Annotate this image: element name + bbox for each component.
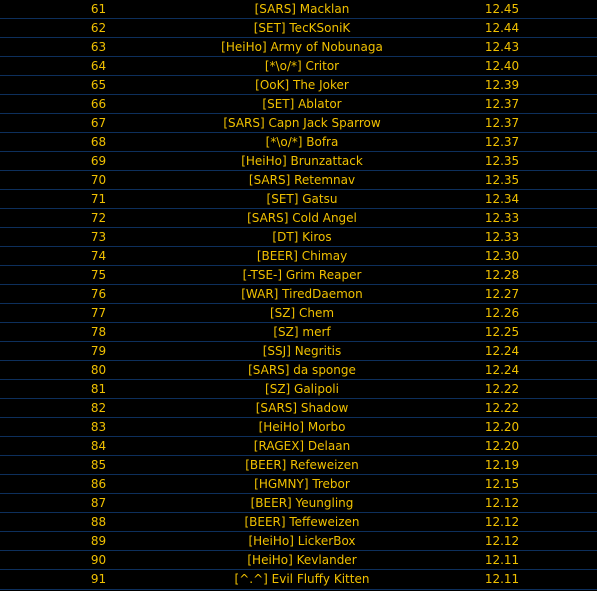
player-name-cell: [HeiHo] Kevlander	[197, 551, 407, 570]
table-row	[0, 228, 597, 247]
score-cell: 12.22	[407, 380, 597, 399]
score-cell: 12.43	[407, 38, 597, 57]
table-row	[0, 95, 597, 114]
player-name-cell: [SET] Ablator	[197, 95, 407, 114]
score-cell: 12.25	[407, 323, 597, 342]
rank-cell: 76	[0, 285, 197, 304]
rank-cell: 90	[0, 551, 197, 570]
rank-cell: 89	[0, 532, 197, 551]
table-row	[0, 209, 597, 228]
score-cell: 12.26	[407, 304, 597, 323]
score-cell: 12.28	[407, 266, 597, 285]
score-cell: 12.37	[407, 95, 597, 114]
player-name-cell: [SARS] Retemnav	[197, 171, 407, 190]
rank-cell: 72	[0, 209, 197, 228]
table-row	[0, 342, 597, 361]
player-name-cell: [HeiHo] Brunzattack	[197, 152, 407, 171]
table-row	[0, 494, 597, 513]
player-name-cell: [^.^] Evil Fluffy Kitten	[197, 570, 407, 589]
score-cell: 12.33	[407, 228, 597, 247]
table-row	[0, 38, 597, 57]
score-cell: 12.24	[407, 361, 597, 380]
score-cell: 12.24	[407, 342, 597, 361]
table-row	[0, 190, 597, 209]
table-row	[0, 133, 597, 152]
table-row	[0, 399, 597, 418]
score-cell: 12.37	[407, 133, 597, 152]
player-name-cell: [SZ] Galipoli	[197, 380, 407, 399]
rank-cell: 68	[0, 133, 197, 152]
player-name-cell: [HeiHo] Army of Nobunaga	[197, 38, 407, 57]
table-row	[0, 475, 597, 494]
player-name-cell: [SARS] Macklan	[254, 2, 350, 16]
table-row	[0, 304, 597, 323]
player-name-cell: [HGMNY] Trebor	[197, 475, 407, 494]
score-cell: 12.30	[407, 247, 597, 266]
table-row	[0, 76, 597, 95]
rank-cell: 86	[0, 475, 197, 494]
table-row	[0, 19, 597, 38]
rank-cell: 85	[0, 456, 197, 475]
rank-cell: 70	[0, 171, 197, 190]
score-cell: 12.12	[407, 532, 597, 551]
table-row	[0, 456, 597, 475]
table-row	[0, 513, 597, 532]
rank-cell: 77	[0, 304, 197, 323]
score-cell: 12.12	[407, 494, 597, 513]
score-cell: 12.20	[407, 437, 597, 456]
score-cell: 12.44	[407, 19, 597, 38]
player-name-cell: [SARS] Cold Angel	[197, 209, 407, 228]
player-name-cell: [SZ] merf	[197, 323, 407, 342]
player-name-cell: [*\o/*] Critor	[197, 57, 407, 76]
player-name-cell: [BEER] Chimay	[197, 247, 407, 266]
player-name-cell: [DT] Kiros	[197, 228, 407, 247]
player-name-cell: [BEER] Refeweizen	[197, 456, 407, 475]
table-row	[0, 247, 597, 266]
table-row	[0, 171, 597, 190]
player-name-cell: [WAR] TiredDaemon	[197, 285, 407, 304]
table-row	[0, 418, 597, 437]
score-cell: 12.34	[407, 190, 597, 209]
rank-cell: 81	[0, 380, 197, 399]
score-cell: 12.12	[407, 513, 597, 532]
table-row	[0, 570, 597, 589]
player-name-cell: [SARS] Capn Jack Sparrow	[197, 114, 407, 133]
score-cell: 12.39	[407, 76, 597, 95]
player-name-cell: [SET] Gatsu	[197, 190, 407, 209]
score-cell: 12.15	[407, 475, 597, 494]
player-name-cell: [SARS] da sponge	[197, 361, 407, 380]
score-cell: 12.11	[407, 551, 597, 570]
score-cell: 12.35	[407, 171, 597, 190]
score-cell: 12.27	[407, 285, 597, 304]
table-row	[0, 551, 597, 570]
rank-cell: 91	[0, 570, 197, 589]
table-row	[0, 380, 597, 399]
score-cell: 12.33	[407, 209, 597, 228]
rank-cell: 88	[0, 513, 197, 532]
rank-cell: 61	[90, 2, 107, 16]
table-row	[0, 532, 597, 551]
player-name-cell: [*\o/*] Bofra	[197, 133, 407, 152]
rank-cell: 79	[0, 342, 197, 361]
rank-cell: 63	[0, 38, 197, 57]
table-row	[0, 57, 597, 76]
rank-cell: 67	[0, 114, 197, 133]
rank-cell: 87	[0, 494, 197, 513]
player-name-cell: [HeiHo] Morbo	[197, 418, 407, 437]
rank-cell: 64	[0, 57, 197, 76]
rank-cell: 78	[0, 323, 197, 342]
score-cell: 12.37	[407, 114, 597, 133]
rank-cell: 74	[0, 247, 197, 266]
score-cell: 12.11	[407, 570, 597, 589]
table-bottom-divider	[0, 589, 597, 590]
score-cell: 12.20	[407, 418, 597, 437]
table-row	[0, 266, 597, 285]
player-name-cell: [SET] TecKSoniK	[197, 19, 407, 38]
rank-cell: 82	[0, 399, 197, 418]
score-cell: 12.40	[407, 57, 597, 76]
rank-cell: 69	[0, 152, 197, 171]
score-cell: 12.22	[407, 399, 597, 418]
table-row	[0, 114, 597, 133]
rank-cell: 73	[0, 228, 197, 247]
rank-cell: 66	[0, 95, 197, 114]
rank-cell: 84	[0, 437, 197, 456]
rank-cell: 80	[0, 361, 197, 380]
score-cell: 12.35	[407, 152, 597, 171]
score-cell: 12.19	[407, 456, 597, 475]
rank-cell: 83	[0, 418, 197, 437]
player-name-cell: [SZ] Chem	[197, 304, 407, 323]
player-name-cell: [OoK] The Joker	[197, 76, 407, 95]
rank-cell: 75	[0, 266, 197, 285]
table-row	[0, 152, 597, 171]
player-name-cell: [RAGEX] Delaan	[197, 437, 407, 456]
player-name-cell: [SSJ] Negritis	[197, 342, 407, 361]
table-row	[0, 361, 597, 380]
score-cell: 12.45	[484, 2, 520, 16]
player-name-cell: [-TSE-] Grim Reaper	[197, 266, 407, 285]
table-row	[0, 285, 597, 304]
player-name-cell: [BEER] Yeungling	[197, 494, 407, 513]
table-row	[0, 0, 597, 19]
player-name-cell: [HeiHo] LickerBox	[197, 532, 407, 551]
rank-cell: 65	[0, 76, 197, 95]
table-row	[0, 437, 597, 456]
rank-cell: 71	[0, 190, 197, 209]
rank-cell: 62	[0, 19, 197, 38]
player-name-cell: [SARS] Shadow	[197, 399, 407, 418]
player-name-cell: [BEER] Teffeweizen	[197, 513, 407, 532]
table-row	[0, 323, 597, 342]
